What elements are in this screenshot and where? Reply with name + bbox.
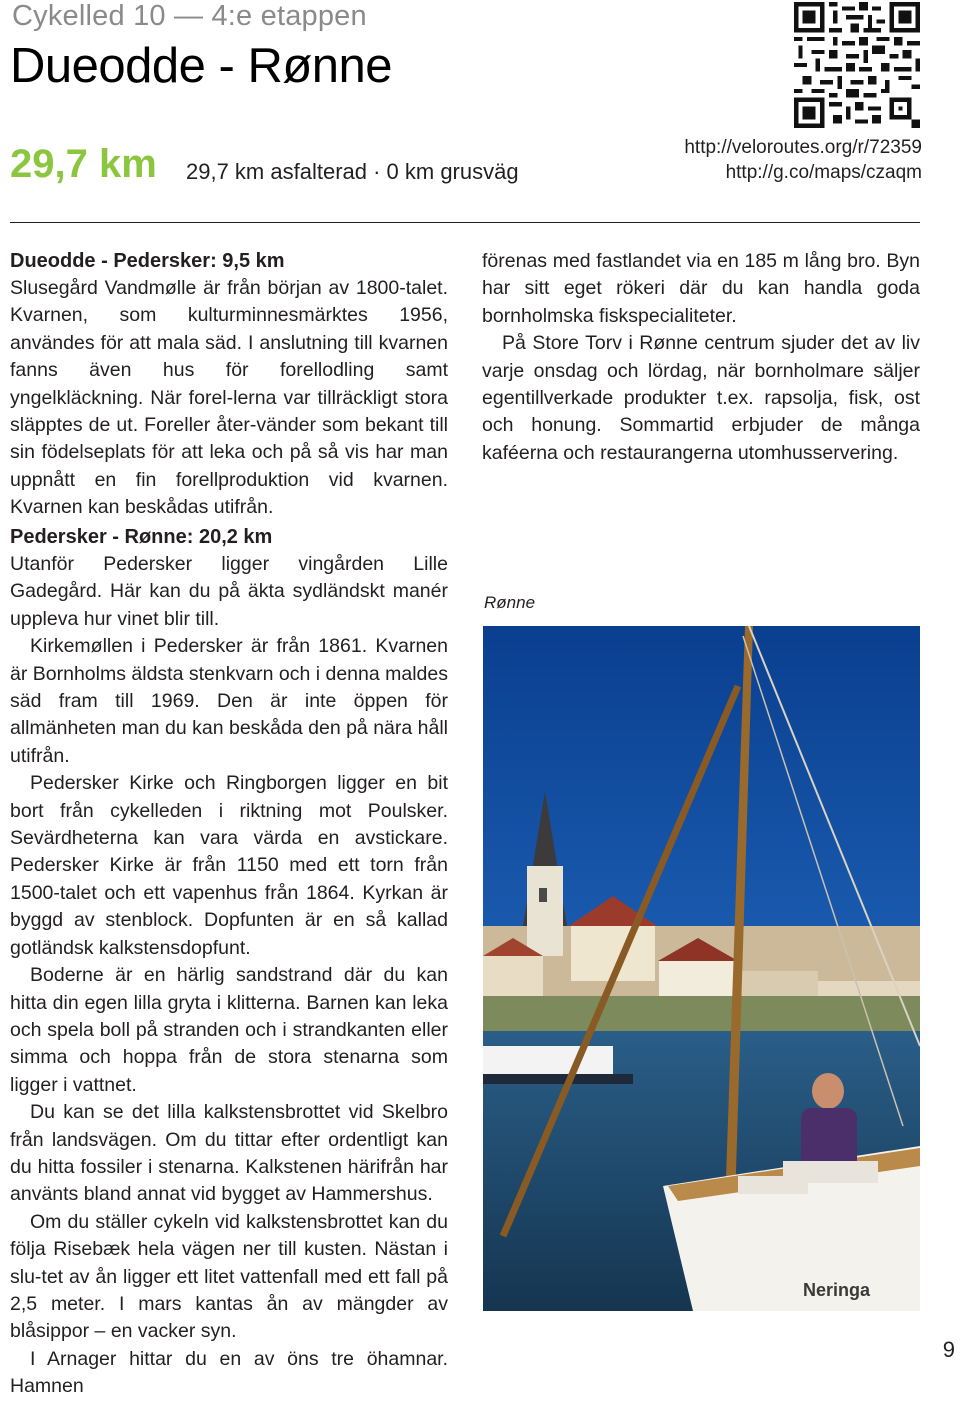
page-number: 9	[942, 1337, 955, 1362]
distance-total: 29,7 km	[10, 142, 157, 186]
paragraph: förenas med fastlandet via en 185 m lång bro. Byn har sitt eget rökeri där du kan handla goda bornholmska fiskspecialiteter.	[482, 250, 920, 327]
surface-breakdown: 29,7 km asfalterad · 0 km grusväg	[186, 159, 519, 184]
paragraph: På Store Torv i Rønne centrum sjuder det av liv varje onsdag och lördag, när bornholmare säljer egentillverkade produkter t.ex. rapsolja, fisk, ost och honung. Sommartid erbjuder de många kaféerna och restaurangerna utomhusservering.	[482, 332, 920, 464]
paragraph: Utanför Pedersker ligger vingården Lille Gadegård. Här kan du på äkta sydländskt manér uppleva hur vinet blir till.	[10, 553, 448, 630]
section-dueodde-pedersker	[10, 248, 448, 522]
harbour-photo	[483, 626, 920, 1311]
paragraph: Om du ställer cykeln vid kalkstensbrottet kan du följa Risebæk hela vägen ner till kusten. Nästan i slu-tet av ån ligger ett litet vattenfall med ett fall på 2,5 meter. I mars kantas ån av mängder av blåsippor – en vacker syn.	[10, 1210, 448, 1343]
paragraph: Du kan se det lilla kalkstensbrottet vid Skelbro från landsvägen. Om du tittar efter ordentligt kan du hitta fossiler i stenarna. Kalkstenen härifrån har använts bland annat vid bygget av Hammershus.	[10, 1101, 448, 1206]
page-title: Dueodde - Rønne	[10, 39, 393, 93]
section-heading: Pedersker - Rønne: 20,2 km	[10, 526, 273, 548]
paragraph: Pedersker Kirke och Ringborgen ligger en bit bort från cykelleden i riktning mot Poulsker. Sevärdheterna kan vara värda en avstickare. Pedersker Kirke är från 1150 med ett torn från 1500-talet och ett vapenhus från 1864. Kyrkan är byggd av stenblock. Dopfunten är en så kallad gotländsk kalkstensdopfunt.	[10, 772, 448, 959]
route-links	[684, 135, 922, 185]
maps-link[interactable]: http://g.co/maps/czaqm	[725, 162, 922, 183]
section-pedersker-ronne	[10, 524, 448, 1401]
section-heading: Dueodde - Pedersker: 9,5 km	[10, 250, 285, 272]
photo-caption: Rønne	[484, 593, 536, 612]
boat-name: Neringa	[803, 1280, 871, 1300]
section-continued	[482, 248, 920, 467]
paragraph: Kirkemøllen i Pedersker är från 1861. Kvarnen är Bornholms äldsta stenkvarn och i denna maldes säd fram till 1969. Den är inte öppen för allmänheten man du kan beskåda den på nära håll utifrån.	[10, 635, 448, 767]
paragraph: Boderne är en härlig sandstrand där du kan hitta din egen lilla gryta i klitterna. Barnen kan leka och spela boll på stranden och i strandkanten eller simma och hoppa från de stora stenarna som ligger i vattnet.	[10, 964, 448, 1096]
veloroutes-link[interactable]: http://veloroutes.org/r/72359	[684, 137, 922, 158]
paragraph: Slusegård Vandmølle är från början av 1800-talet. Kvarnen, som kulturminnesmärktes 1956, användes för att mala säd. I anslutning till kvarnen fanns även hus för forellodling samt yngelkläckning. När forel-lerna var tillräckligt stora släpptes de ut. Foreller åter-vänder som bekant till sin födelseplats för att leka och på så vis har man uppnått en fin forellproduktion vid kvarnen. Kvarnen kan beskådas utifrån.	[10, 277, 448, 519]
qr-code	[793, 2, 921, 128]
header-divider	[10, 222, 920, 223]
paragraph: I Arnager hittar du en av öns tre öhamnar. Hamnen	[10, 1347, 448, 1398]
series-title: Cykelled 10 — 4:e etappen	[12, 0, 367, 32]
